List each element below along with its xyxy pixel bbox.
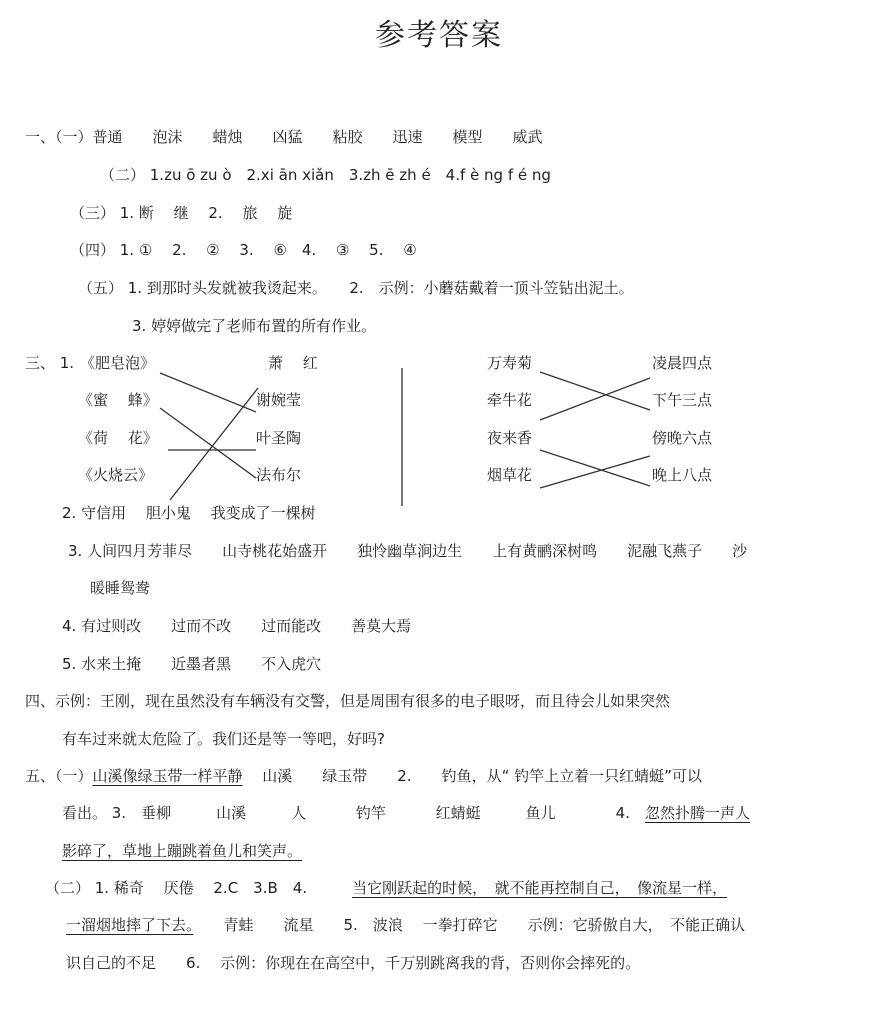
s5-l5-rest: 青蛙 流星 5. 波浪 一拳打碎它 示例：它骄傲自大， 不能正确认 xyxy=(193,916,746,934)
underlined-answer: 影碎了，草地上蹦跳着鱼儿和笑声。 xyxy=(62,842,303,860)
s5-line-6: 识自己的不足 6. 示例：你现在在高空中，千万别跳离我的背，否则你会摔死的。 xyxy=(66,954,641,972)
s1-line-5: （五） 1. 到那时头发就被我烫起来。 2. 示例：小蘑菇戴着一顶斗笠钻出泥土。 xyxy=(78,279,634,297)
underlined-answer: 当它刚跃起的时候， 就不能再控制自己， 像流星一样， xyxy=(352,879,728,897)
match-line xyxy=(540,450,650,486)
s3-line-4: 4. 有过则改 过而不改 过而能改 善莫大焉 xyxy=(62,617,412,635)
s5-line-1 xyxy=(25,766,702,786)
s3-prefix: 三、 1. xyxy=(25,354,75,372)
s1-line-1: 一、（一）普通 泡沫 蜡烛 凶猛 粘胶 迅速 模型 威武 xyxy=(25,128,543,146)
match-left-item: 《火烧云》 xyxy=(78,466,154,484)
page-title: 参考答案 xyxy=(375,18,503,53)
match-time-item: 下午三点 xyxy=(652,391,713,409)
s1-line-2: （二） 1.zu ō zu ò 2.xi ān xiǎn 3.zh ē zh é 4.f è ng f é ng xyxy=(100,166,551,184)
s5-line-5 xyxy=(66,915,745,935)
s4-line-1: 四、示例：王刚，现在虽然没有车辆没有交警，但是周围有很多的电子眼呀，而且待会儿如果突然 xyxy=(25,692,671,710)
s1-line-3: （三） 1. 断 继 2. 旅 旋 xyxy=(70,204,293,222)
s5-l1-rest: 山溪 绿玉带 2. 钓鱼，从“ 钓竿上立着一只红蜻蜓”可以 xyxy=(242,767,702,785)
match-flower-item: 牵牛花 xyxy=(487,391,533,409)
s4-line-2: 有车过来就太危险了。我们还是等一等吧，好吗? xyxy=(62,730,385,748)
s5-line-3 xyxy=(62,841,302,861)
match-line xyxy=(540,378,650,420)
s5-l1-prefix: 五、（一） xyxy=(25,767,93,785)
s1-line-6: 3. 婷婷做完了老师布置的所有作业。 xyxy=(132,317,377,335)
match-author-item: 叶圣陶 xyxy=(256,429,302,447)
match-author-item: 谢婉莹 xyxy=(256,391,302,409)
match-left-item: 《蜜 蜂》 xyxy=(78,391,158,409)
s3-line-3a: 3. 人间四月芳菲尽 山寺桃花始盛开 独怜幽草涧边生 上有黄鹂深树鸣 泥融飞燕子 沙 xyxy=(68,542,748,560)
match-author-item: 法布尔 xyxy=(256,466,302,484)
underlined-answer: 山溪像绿玉带一样平静 xyxy=(92,767,243,785)
match-flower-item: 夜来香 xyxy=(487,429,533,447)
match-left-item: 《荷 花》 xyxy=(78,429,158,447)
match-line xyxy=(540,456,650,488)
match-author-item: 萧 红 xyxy=(268,354,318,372)
match-line xyxy=(160,408,256,478)
underlined-answer: 一溜烟地摔了下去。 xyxy=(66,916,194,934)
match-left-item: 《肥皂泡》 xyxy=(80,354,156,372)
match-flower-item: 烟草花 xyxy=(487,466,533,484)
underlined-answer: 忽然扑腾一声人 xyxy=(644,804,750,822)
match-line xyxy=(540,372,650,410)
s3-line-3b: 暖睡鸳鸯 xyxy=(90,579,151,597)
match-time-item: 傍晚六点 xyxy=(652,429,713,447)
s5-l4-prefix: （二） 1. 稀奇 厌倦 2.C 3.B 4. xyxy=(45,879,353,897)
s5-l2-prefix: 看出。 3. 垂柳 山溪 人 钓竿 红蜻蜓 鱼儿 4. xyxy=(62,804,645,822)
match-line xyxy=(160,373,256,412)
match-time-item: 凌晨四点 xyxy=(652,354,713,372)
s1-line-4: （四） 1. ① 2. ② 3. ⑥ 4. ③ 5. ④ xyxy=(70,241,417,259)
s5-line-2 xyxy=(62,803,750,823)
s3-line-2: 2. 守信用 胆小鬼 我变成了一棵树 xyxy=(62,504,316,522)
match-flower-item: 万寿菊 xyxy=(487,354,533,372)
match-line xyxy=(170,388,258,500)
s5-line-4 xyxy=(45,878,727,898)
match-time-item: 晚上八点 xyxy=(652,466,713,484)
s3-line-5: 5. 水来土掩 近墨者黑 不入虎穴 xyxy=(62,655,322,673)
